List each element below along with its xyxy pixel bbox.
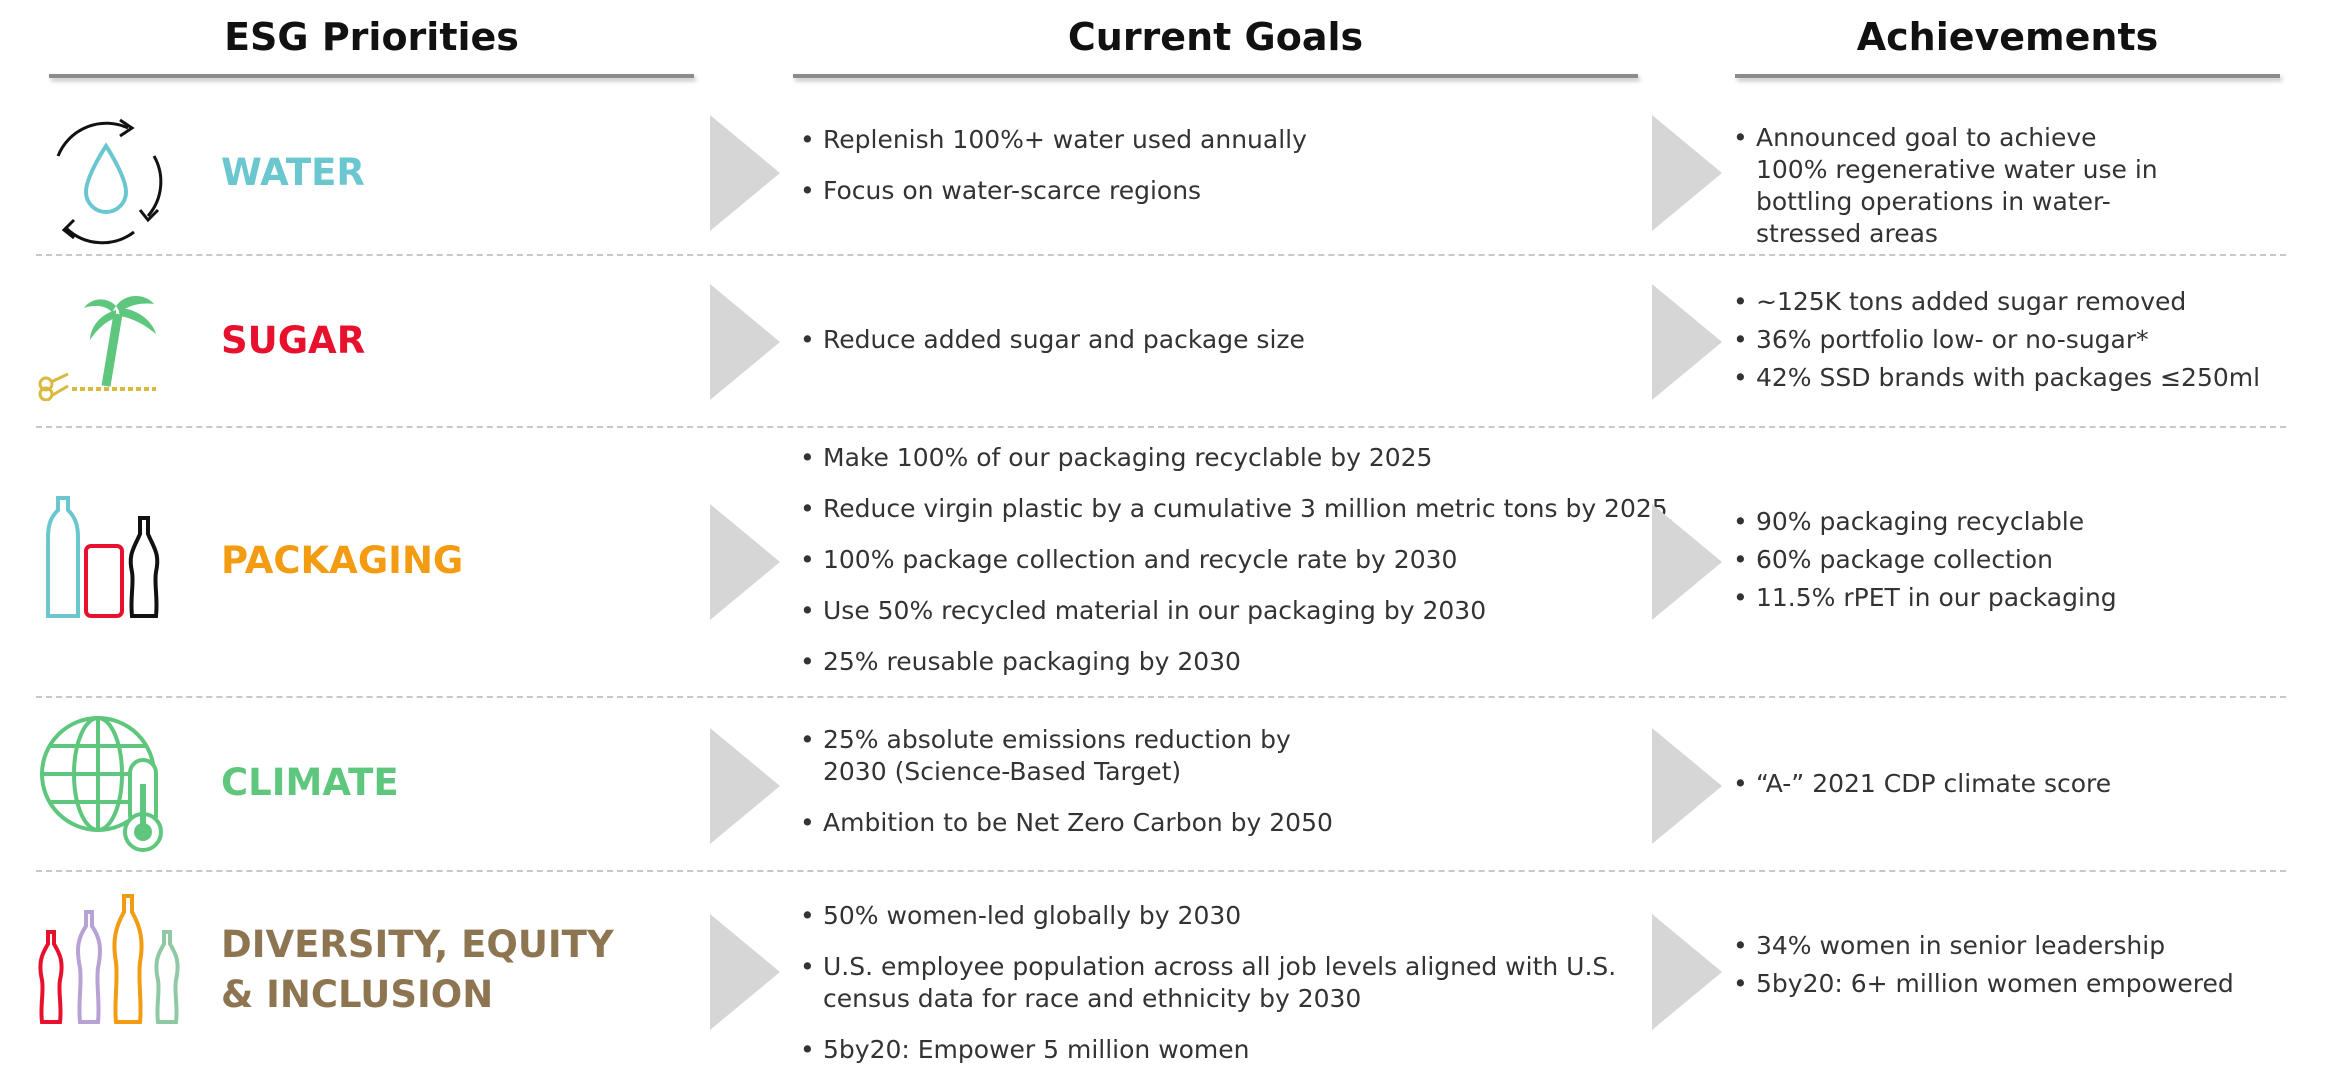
diverse-bottles-icon (36, 892, 206, 1032)
goals-climate (800, 724, 1360, 858)
achievements-sugar (1733, 286, 2293, 400)
globe-thermometer-icon (36, 714, 176, 854)
label-water: WATER (221, 151, 365, 194)
goal-item: • 25% absolute emissions reduction by 2030 (Science-Based Target) (800, 724, 1360, 788)
label-climate: CLIMATE (221, 761, 399, 804)
goal-item: • Reduce added sugar and package size (800, 324, 1670, 356)
label-packaging: PACKAGING (221, 539, 464, 582)
goal-item: • Make 100% of our packaging recyclable by 2025 (800, 442, 1670, 474)
sugarcane-cut-icon (36, 286, 176, 401)
arrow-chevron (1652, 728, 1722, 844)
goal-item: • Focus on water-scarce regions (800, 175, 1670, 207)
label-dei-line2: & INCLUSION (221, 973, 494, 1016)
arrow-chevron (710, 115, 780, 231)
achievements-climate (1733, 768, 2293, 806)
bottles-can-icon (36, 494, 176, 624)
goal-item: • 25% reusable packaging by 2030 (800, 646, 1670, 678)
goals-dei (800, 900, 1640, 1085)
achievement-item: • 36% portfolio low- or no-sugar* (1733, 324, 2293, 356)
row-packaging (36, 428, 2286, 696)
achievements-packaging (1733, 506, 2293, 620)
arrow-chevron (1652, 284, 1722, 400)
arrow-chevron (1652, 504, 1722, 620)
goals-sugar (800, 324, 1670, 356)
goal-item: • Replenish 100%+ water used annually (800, 124, 1670, 156)
goal-item: • U.S. employee population across all job levels aligned with U.S. census data for race and ethnicity by 2030 (800, 951, 1640, 1015)
achievement-item: • 90% packaging recyclable (1733, 506, 2293, 538)
goal-item: • Use 50% recycled material in our packaging by 2030 (800, 595, 1670, 627)
header-achievements (1735, 14, 2280, 84)
achievement-item: • Announced goal to achieve 100% regenerative water use in bottling operations in water-stressed areas (1733, 122, 2173, 250)
achievement-item: • 34% women in senior leadership (1733, 930, 2293, 962)
achievements-water (1733, 122, 2173, 250)
achievement-item: • 5by20: 6+ million women empowered (1733, 968, 2293, 1000)
goal-item: • Ambition to be Net Zero Carbon by 2050 (800, 807, 1523, 839)
arrow-chevron (710, 914, 780, 1030)
achievement-item: • 11.5% rPET in our packaging (1733, 582, 2293, 614)
arrow-chevron (710, 284, 780, 400)
row-dei (36, 872, 2286, 1082)
achievement-item: • 60% package collection (1733, 544, 2293, 576)
header-achievements-title: Achievements (1856, 15, 2159, 59)
arrow-chevron (1652, 914, 1722, 1030)
row-water (36, 100, 2286, 255)
header-current-goals-title: Current Goals (1067, 15, 1364, 59)
row-sugar (36, 256, 2286, 426)
arrow-chevron (710, 728, 780, 844)
goals-water (800, 124, 1670, 226)
header-esg-priorities-title: ESG Priorities (224, 15, 519, 59)
goal-item: • 50% women-led globally by 2030 (800, 900, 1640, 932)
achievement-item: • 42% SSD brands with packages ≤250ml (1733, 362, 2293, 394)
achievement-item: • ~125K tons added sugar removed (1733, 286, 2293, 318)
header-esg-priorities (49, 14, 694, 84)
header-rule (49, 74, 694, 78)
goal-item: • 5by20: Empower 5 million women (800, 1034, 1640, 1066)
water-recycle-icon (36, 116, 176, 246)
header-current-goals (793, 14, 1638, 84)
goal-item: • Reduce virgin plastic by a cumulative 3 million metric tons by 2025 (800, 493, 1670, 525)
achievements-dei (1733, 930, 2293, 1006)
goal-item: • 100% package collection and recycle rate by 2030 (800, 544, 1670, 576)
header-rule (1735, 74, 2280, 78)
label-sugar: SUGAR (221, 319, 366, 362)
header-rule (793, 74, 1638, 78)
label-dei-line1: DIVERSITY, EQUITY (221, 923, 614, 966)
goals-packaging (800, 442, 1670, 697)
arrow-chevron (710, 504, 780, 620)
achievement-item: • “A-” 2021 CDP climate score (1733, 768, 2293, 800)
arrow-chevron (1652, 115, 1722, 231)
row-climate (36, 698, 2286, 870)
